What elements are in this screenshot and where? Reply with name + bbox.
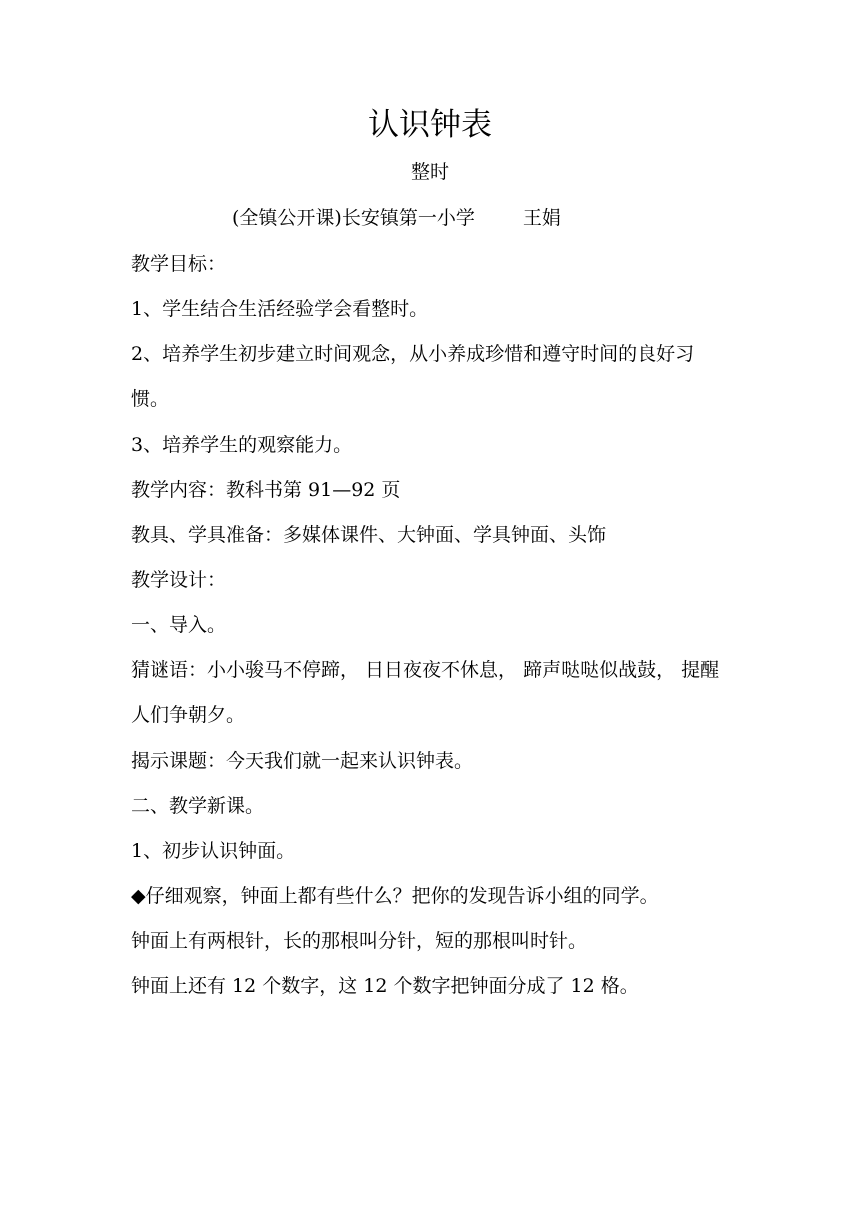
byline bbox=[232, 204, 561, 232]
paragraph: 2、培养学生初步建立时间观念，从小养成珍惜和遵守时间的良好习惯。 bbox=[131, 343, 695, 410]
paragraph: 教学目标： bbox=[131, 253, 227, 275]
paragraph: 揭示课题：今天我们就一起来认识钟表。 bbox=[131, 750, 474, 772]
paragraph: 二、教学新课。 bbox=[131, 795, 265, 817]
paragraph: 3、培养学生的观察能力。 bbox=[131, 434, 353, 456]
paragraph: 1、学生结合生活经验学会看整时。 bbox=[131, 298, 429, 320]
paragraph: 教学设计： bbox=[131, 569, 227, 591]
paragraph: 教具、学具准备：多媒体课件、大钟面、学具钟面、头饰 bbox=[131, 524, 607, 546]
paragraph: ◆仔细观察，钟面上都有些什么？把你的发现告诉小组的同学。 bbox=[131, 885, 659, 907]
byline-author: 王娟 bbox=[522, 207, 561, 229]
document-title: 认识钟表 bbox=[368, 107, 492, 143]
paragraph: 1、初步认识钟面。 bbox=[131, 840, 296, 862]
paragraph: 一、导入。 bbox=[131, 614, 227, 636]
paragraph: 钟面上还有 12 个数字，这 12 个数字把钟面分成了 12 格。 bbox=[131, 975, 639, 997]
document-body bbox=[131, 250, 731, 1017]
paragraph: 钟面上有两根针，长的那根叫分针，短的那根叫时针。 bbox=[131, 930, 588, 952]
paragraph: 教学内容：教科书第 91—92 页 bbox=[131, 479, 401, 501]
document-subtitle: 整时 bbox=[410, 161, 449, 183]
paragraph: 猜谜语：小小骏马不停蹄， 日日夜夜不休息， 蹄声哒哒似战鼓， 提醒人们争朝夕。 bbox=[131, 659, 720, 726]
byline-school: (全镇公开课)长安镇第一小学 bbox=[232, 207, 475, 229]
